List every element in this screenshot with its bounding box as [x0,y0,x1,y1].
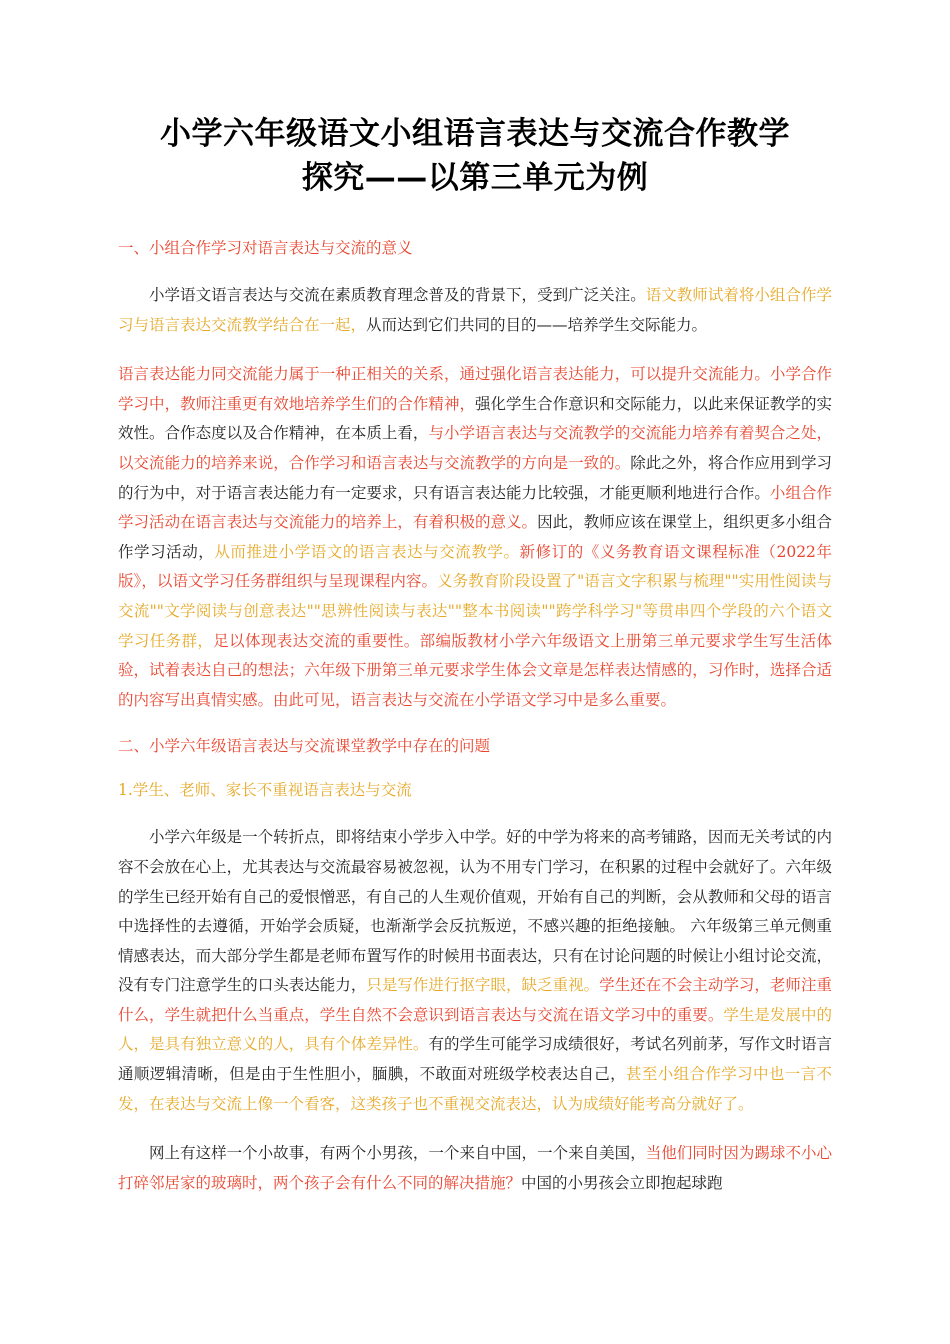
text-run: 语文教师试着将小组合作学习与语言表达交流教学结合在一起， [118,286,832,334]
text-run: 小学六年级是一个转折点，即将结束小学步入中学。好的中学为将来的高考铺路，因而无关考试的内容不会放在心上，尤其表达与交流最容易被忽视，认为不用专门学习，在积累的过程中会就好了。六年级的学生已经开始有自己的爱恨憎恶，有自己的人生观价值观，开始有自己的判断，会从教师和父母的语言中选择性的去遵循，开始学会质疑，也渐渐学会反抗叛逆，不感兴趣的拒绝接触。 六年级第三单元侧重情感表达，而大部分学生都是老师布置写作的时候用书面表达，只有在讨论问题的时候让小组讨论交流，没有专门注意学生的口头表达能力， [118,828,832,995]
text-run: 甚至小组合作学习中也一言不发，在表达与交流上像一个看客，这类孩子也不重视交流表达，认为成绩好能考高分就好了。 [118,1065,832,1113]
paragraph-3 [118,823,832,1119]
section-heading-1: 一、小组合作学习对语言表达与交流的意义 [118,239,413,257]
text-run: 除此之外，将合作应用到学习的行为中，对于语言表达能力有一定要求，只有语言表达能力比较强，才能更顺利地进行合作。 [118,453,832,502]
title-line-2: 探究——以第三单元为例 [301,160,649,196]
text-run: 强化学生合作意识和交际能力，以此来保证教学的实效性。合作态度以及合作精神，在本质上看， [118,394,832,443]
text-run: 网上有这样一个小故事，有两个小男孩，一个来自中国，一个来自美国， [149,1144,646,1163]
section-heading-2: 二、小学六年级语言表达与交流课堂教学中存在的问题 [118,737,491,756]
text-run: 有的学生可能学习成绩很好，考试名列前茅，写作文时语言通顺逻辑清晰，但是由于生性胆小，腼腆，不敢面对班级学校表达自己， [118,1035,832,1084]
text-run: 小学语文语言表达与交流在素质教育理念普及的背景下，受到广泛关注。 [149,286,646,304]
text-run: 从而达到它们共同的目的——培养学生交际能力。 [366,315,708,334]
text-run: 足以体现表达交流的重要性。部编版教材小学六年级语文上册第三单元要求学生写生活体验，试着表达自己的想法；六年级下册第三单元要求学生体会文章是怎样表达情感的，习作时，选择合适的内容写出真情实感。由此可见，语言表达与交流在小学语文学习中是多么重要。 [118,631,832,709]
text-run: 因此，教师应该在课堂上，组织更多小组合作学习活动， [118,513,832,561]
paragraph-4 [118,1139,832,1198]
text-run: 只是写作进行抠字眼，缺乏重视。 [366,976,600,995]
text-run: 新修订的《义务教育语文课程标准（2022年版》，以语文学习任务群组织与呈现课程内容。 [118,542,832,591]
text-run: 学生是发展中的人，是具有独立意义的人，具有个体差异性。 [118,1005,832,1054]
paragraph-2 [118,360,832,715]
text-run: 当他们同时因为踢球不小心打碎邻居家的玻璃时，两个孩子会有什么不同的解决措施？ [118,1144,832,1192]
title-line-1: 小学六年级语文小组语言表达与交流合作教学 [160,116,790,152]
document-page [118,112,832,1218]
text-run: 从而推进小学语文的语言表达与交流教学。 [214,542,520,561]
text-run: 中国的小男孩会立即抱起球跑 [521,1173,723,1192]
text-run: 义务教育阶段设置了"语言文字积累与梳理""实用性阅读与交流""文学阅读与创意表达""思辨性阅读与表达""整本书阅读""跨学科学习"等贯串四个学段的六个语文学习任务群， [118,572,832,650]
subsection-heading-1: 1.学生、老师、家长不重视语言表达与交流 [118,781,412,800]
paragraph-1 [118,281,832,340]
text-run: 与小学语言表达与交流教学的交流能力培养有着契合之处，以交流能力的培养来说，合作学习和语言表达与交流教学的方向是一致的。 [118,424,832,472]
text-run: 语言表达能力同交流能力属于一种正相关的关系，通过强化语言表达能力，可以提升交流能力。小学合作学习中，教师注重更有效地培养学生们的合作精神， [118,365,832,413]
text-run: 小组合作学习活动在语言表达与交流能力的培养上，有着积极的意义。 [118,483,832,532]
document-title [118,112,832,200]
text-run: 学生还在不会主动学习，老师注重什么，学生就把什么当重点，学生自然不会意识到语言表达与交流在语文学习中的重要。 [118,976,832,1024]
